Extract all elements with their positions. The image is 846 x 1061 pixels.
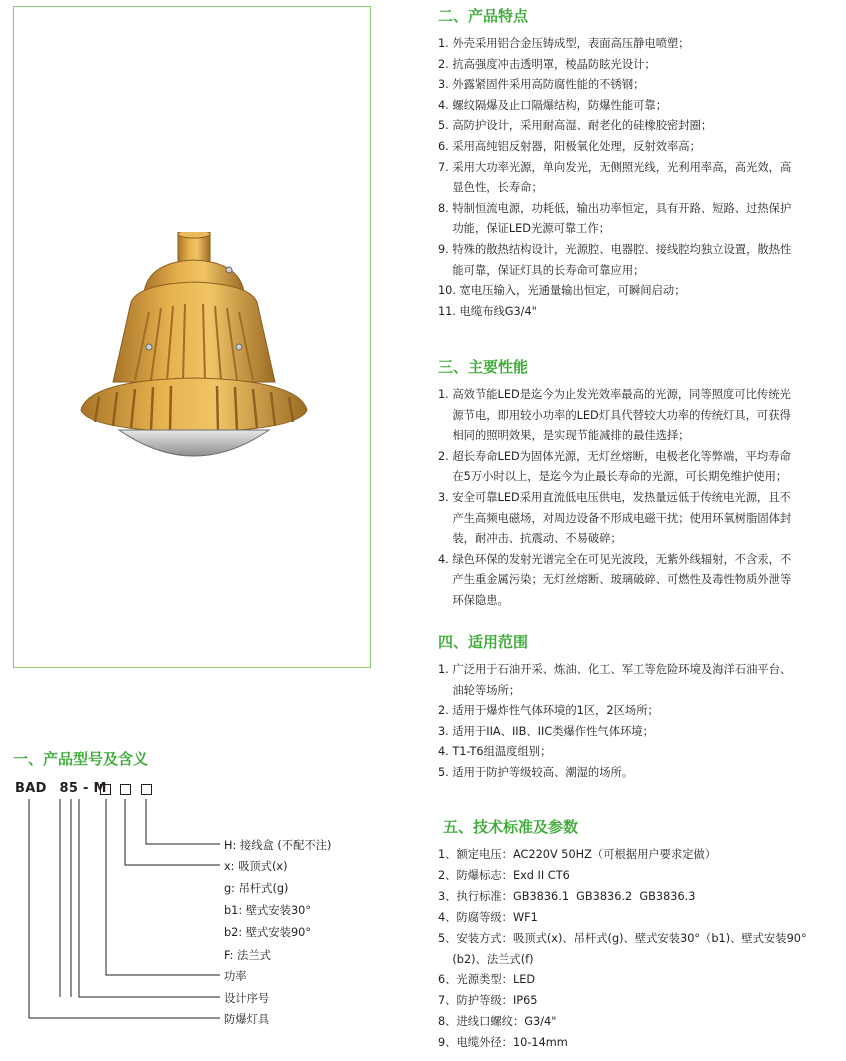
- explosion-proof-lamp-image: [69, 232, 329, 487]
- list-item: 3. 适用于IIA、IIB、IIC类爆作性气体环境；: [438, 724, 654, 738]
- list-item: 4、防腐等级：WF1: [438, 910, 538, 924]
- section-title-specifications: 五、技术标准及参数: [443, 818, 579, 836]
- list-item: 6. 采用高纯铝反射器，阳极氧化处理，反射效率高；: [438, 139, 701, 153]
- model-code-box: [141, 784, 152, 795]
- list-item: 2. 适用于爆炸性气体环境的1区，2区场所；: [438, 704, 659, 718]
- section-title-performance: 三、主要性能: [438, 358, 529, 376]
- specifications-list: [438, 845, 807, 1054]
- list-item: 1、额定电压：AC220V 50HZ（可根据用户要求定做）: [438, 848, 717, 861]
- list-item: 11. 电缆布线G3/4": [438, 304, 537, 318]
- model-code-prefix: BAD: [15, 781, 47, 796]
- list-item: (b2)、法兰式(f): [438, 952, 534, 966]
- list-item: 源节电，即用较小功率的LED灯具代替较大功率的传统灯具，可获得: [438, 408, 791, 422]
- model-label-b1: b1: 壁式安装30°: [224, 904, 311, 917]
- list-item: 8. 特制恒流电源，功耗低，输出功率恒定，具有开路、短路、过热保护: [438, 201, 792, 215]
- performance-list: [438, 385, 791, 612]
- list-item: 油轮等场所；: [438, 683, 521, 697]
- model-code-box: [120, 784, 131, 795]
- features-list: [438, 34, 791, 322]
- section-title-model-code: 一、产品型号及含义: [13, 750, 149, 768]
- list-item: 装，耐冲击、抗震动、不易破碎；: [438, 532, 622, 546]
- list-item: 1. 高效节能LED是迄今为止发光效率最高的光源，同等照度可比传统光: [438, 388, 791, 401]
- product-photo-frame: [13, 6, 371, 668]
- model-label-f: F: 法兰式: [224, 949, 271, 962]
- list-item: 2. 抗高强度冲击透明罩，棱晶防眩光设计；: [438, 57, 656, 71]
- model-label-g: g: 吊杆式(g): [224, 882, 289, 895]
- list-item: 4. 螺纹隔爆及止口隔爆结构，防爆性能可靠；: [438, 98, 668, 112]
- list-item: 在5万小时以上，是迄今为止最长寿命的光源，可长期免维护使用；: [438, 470, 788, 484]
- model-code-box: [100, 784, 111, 795]
- list-item: 能可靠，保证灯具的长寿命可靠应用；: [438, 263, 645, 277]
- applications-list: [438, 660, 791, 784]
- model-code: [15, 781, 107, 796]
- list-item: 3. 外露紧固件采用高防腐性能的不锈钢；: [438, 78, 645, 92]
- model-label-b2: b2: 壁式安装90°: [224, 926, 311, 939]
- model-label-power: 功率: [224, 970, 247, 983]
- list-item: 5、安装方式：吸顶式(x)、吊杆式(g)、壁式安装30°（b1)、壁式安装90°: [438, 931, 807, 945]
- list-item: 产生高频电磁场，对周边设备不形成电磁干扰；使用环氧树脂固体封: [438, 511, 792, 525]
- model-label-h: H: 接线盒 (不配不注): [224, 839, 332, 852]
- list-item: 2. 超长寿命LED为固体光源，无灯丝熔断，电极老化等弊端，平均寿命: [438, 449, 791, 463]
- list-item: 3、执行标准：GB3836.1 GB3836.2 GB3836.3: [438, 889, 696, 903]
- list-item: 4. 绿色环保的发射光谱完全在可见光波段，无紫外线辐射，不含汞，不: [438, 552, 792, 566]
- list-item: 4. T1-T6组温度组别；: [438, 745, 552, 759]
- model-label-design-no: 设计序号: [224, 992, 270, 1005]
- section-title-features: 二、产品特点: [438, 7, 529, 25]
- list-item: 5. 高防护设计，采用耐高湿、耐老化的硅橡胶密封圈；: [438, 119, 713, 133]
- list-item: 8、进线口螺纹：G3/4": [438, 1015, 557, 1029]
- list-item: 环保隐患。: [438, 593, 509, 607]
- list-item: 1. 广泛用于石油开采、炼油、化工、军工等危险环境及海洋石油平台、: [438, 663, 792, 676]
- list-item: 7、防护等级：IP65: [438, 994, 538, 1008]
- list-item: 5. 适用于防护等级较高、潮湿的场所。: [438, 765, 634, 779]
- list-item: 2、防爆标志：Exd II CT6: [438, 868, 570, 882]
- section-title-applications: 四、适用范围: [438, 633, 529, 651]
- list-item: 相同的照明效果，是实现节能减排的最佳选择；: [438, 429, 690, 443]
- list-item: 显色性，长寿命；: [438, 181, 543, 195]
- model-label-explosion-proof: 防爆灯具: [224, 1013, 270, 1026]
- model-code-number: 85 - M: [59, 781, 107, 796]
- model-label-x: x: 吸顶式(x): [224, 860, 288, 873]
- list-item: 功能，保证LED光源可靠工作；: [438, 222, 611, 236]
- list-item: 产生重金属污染；无灯丝熔断、玻璃破碎、可燃性及毒性物质外泄等: [438, 573, 792, 587]
- list-item: 6、光源类型：LED: [438, 973, 536, 987]
- list-item: 3. 安全可靠LED采用直流低电压供电，发热量远低于传统电光源，且不: [438, 490, 791, 504]
- list-item: 9、电缆外径：10-14mm: [438, 1036, 568, 1050]
- list-item: 7. 采用大功率光源，单向发光，无侧照光线，光利用率高，高光效，高: [438, 160, 792, 174]
- model-code-diagram: [15, 781, 355, 1041]
- list-item: 1. 外壳采用铝合金压铸成型，表面高压静电喷塑；: [438, 37, 690, 50]
- list-item: 10. 宽电压输入，光通量输出恒定，可瞬间启动；: [438, 284, 686, 298]
- list-item: 9. 特殊的散热结构设计，光源腔、电器腔、接线腔均独立设置，散热性: [438, 242, 792, 256]
